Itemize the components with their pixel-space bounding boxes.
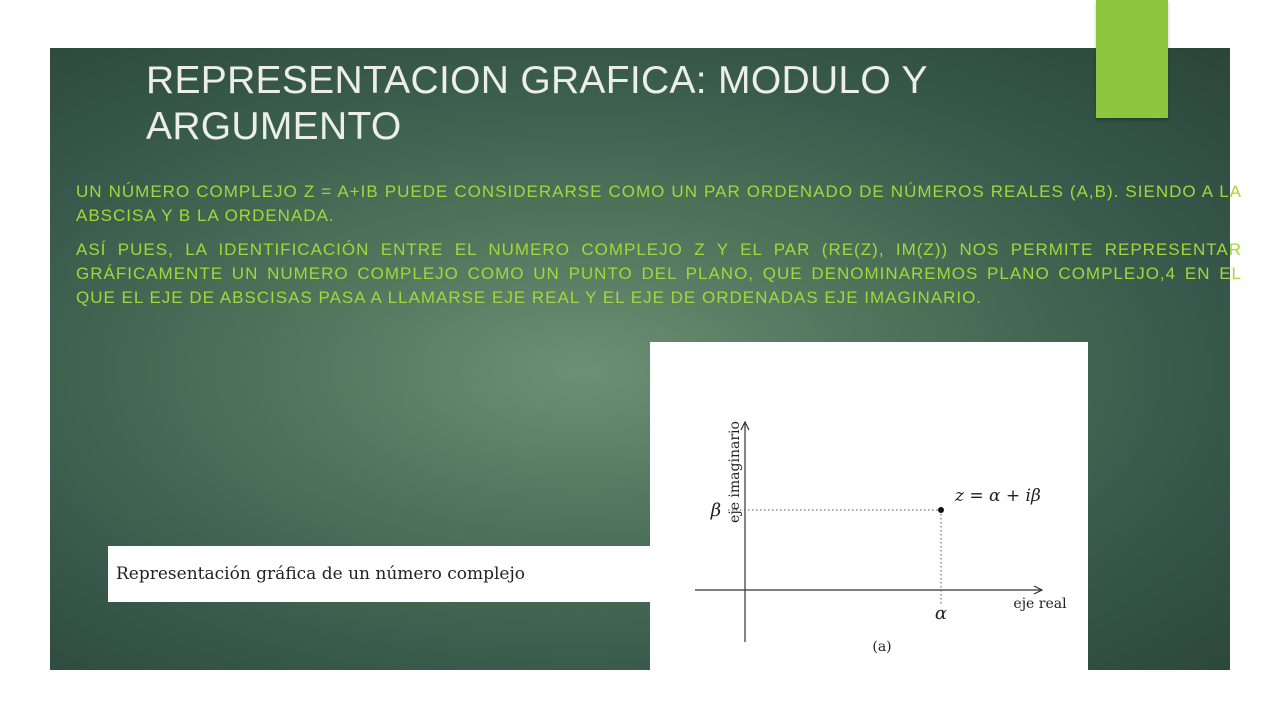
beta-label: β: [710, 500, 722, 521]
y-axis-label: eje imaginario: [727, 421, 743, 523]
complex-plane-diagram: [650, 342, 1088, 670]
complex-point: [938, 507, 944, 513]
slide-title: REPRESENTACION GRAFICA: MODULO Y ARGUMENTO: [146, 59, 928, 148]
body-paragraph: UN NÚMERO COMPLEJO Z = A+IB PUEDE CONSIDERARSE COMO UN PAR ORDENADO DE NÚMEROS REALES (A,B). SIENDO A LA ABSCISA Y B LA ORDENADA.: [76, 182, 1242, 225]
accent-bar: [1096, 0, 1168, 118]
slide-body: [76, 180, 1242, 320]
point-label: z = α + iβ: [955, 486, 1041, 506]
figure-sub-label: (a): [872, 639, 892, 655]
complex-plane-figure: [650, 342, 1088, 670]
caption-image: [108, 546, 650, 602]
x-axis-label: eje real: [1013, 596, 1067, 612]
caption-text: Representación gráfica de un número complejo: [116, 564, 525, 584]
body-paragraph: ASÍ PUES, LA IDENTIFICACIÓN ENTRE EL NUMERO COMPLEJO Z Y EL PAR (RE(Z), IM(Z)) NOS PERMITE REPRESENTAR GRÁFICAMENTE UN NUMERO COMPLEJO COMO UN PUNTO DEL PLANO, QUE DENOMINAREMOS PLANO COMPLEJO,4 EN EL QUE EL EJE DE ABSCISAS PASA A LLAMARSE EJE REAL Y EL EJE DE ORDENADAS EJE IMAGINARIO.: [76, 240, 1242, 307]
alpha-label: α: [934, 603, 948, 624]
